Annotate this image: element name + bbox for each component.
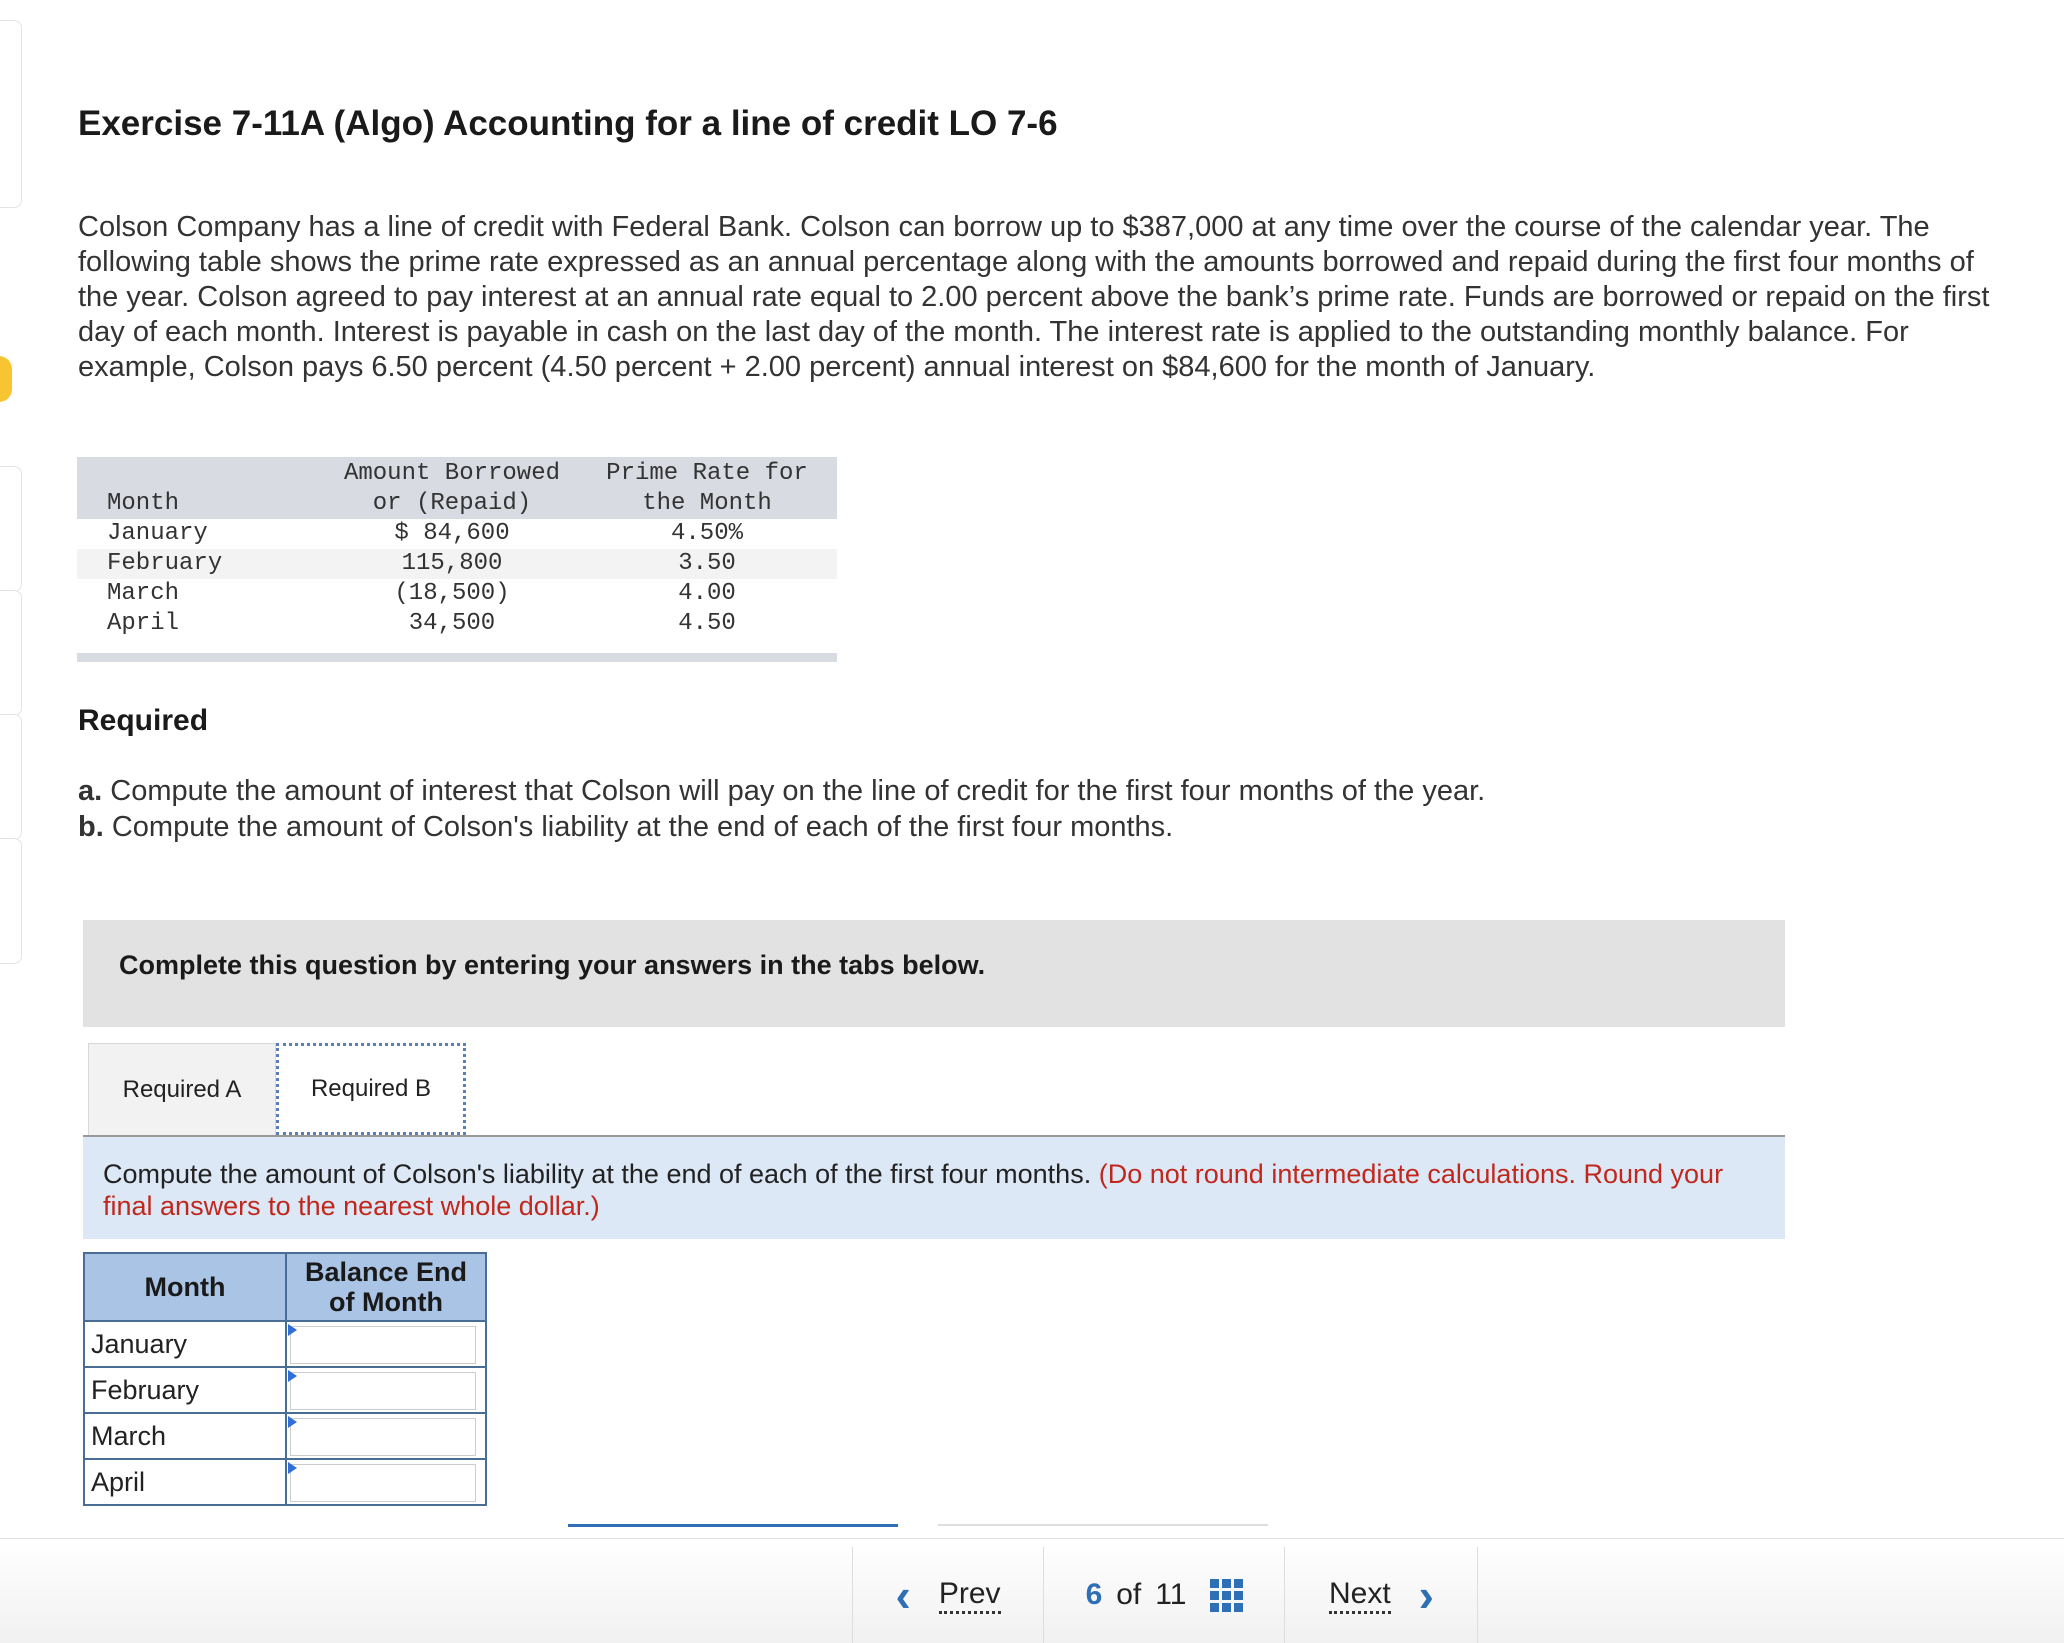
given-cell-rate: 4.00 bbox=[678, 580, 736, 607]
tab-label: Required A bbox=[122, 1075, 242, 1103]
side-panel-card bbox=[0, 714, 22, 840]
answer-header-balance: Balance End of Month bbox=[286, 1253, 486, 1321]
answer-cell bbox=[286, 1413, 486, 1459]
answer-cell-month: April bbox=[84, 1459, 286, 1505]
given-cell-amount: (18,500) bbox=[394, 580, 510, 607]
given-header-amount: Amount Borrowed or (Repaid) bbox=[327, 457, 577, 519]
tab-nav-bar-b[interactable] bbox=[938, 1524, 1268, 1526]
answer-cell-month: March bbox=[84, 1413, 286, 1459]
given-data-table bbox=[77, 457, 837, 662]
answer-cell-month: February bbox=[84, 1367, 286, 1413]
given-header-rate: Prime Rate for the Month bbox=[577, 457, 837, 519]
side-panel-card bbox=[0, 20, 22, 208]
balance-input-march[interactable] bbox=[290, 1418, 476, 1456]
prev-label: Prev bbox=[939, 1577, 1001, 1614]
cell-indicator-icon bbox=[288, 1416, 297, 1428]
answer-cell-month: January bbox=[84, 1321, 286, 1367]
instructions-banner bbox=[83, 920, 1785, 1027]
required-item-label: b. bbox=[78, 811, 104, 843]
answer-cell bbox=[286, 1367, 486, 1413]
exercise-title: Exercise 7-11A (Algo) Accounting for a line of credit LO 7-6 bbox=[78, 104, 1058, 143]
answer-row bbox=[84, 1459, 486, 1505]
instruction-box bbox=[83, 1137, 1785, 1239]
prev-button[interactable] bbox=[852, 1547, 1044, 1643]
grid-icon bbox=[1210, 1579, 1243, 1612]
given-cell-month: January bbox=[107, 520, 208, 547]
tab-label: Required B bbox=[310, 1075, 432, 1102]
footer-navigation bbox=[0, 1538, 2064, 1643]
answer-cell bbox=[286, 1321, 486, 1367]
answer-cell bbox=[286, 1459, 486, 1505]
status-indicator[interactable] bbox=[0, 356, 12, 402]
given-cell-amount: 34,500 bbox=[408, 610, 496, 637]
given-cell-amount: 115,800 bbox=[327, 549, 577, 579]
given-cell-month: February bbox=[77, 549, 327, 579]
side-panel-card bbox=[0, 590, 22, 716]
side-panel-card bbox=[0, 466, 22, 592]
required-item-text: Compute the amount of interest that Colson will pay on the line of credit for the first four months of the year. bbox=[110, 775, 1486, 807]
answer-table bbox=[83, 1252, 487, 1506]
required-item-label: a. bbox=[78, 775, 103, 807]
given-header-month: Month bbox=[77, 457, 327, 519]
tab-required-b[interactable] bbox=[276, 1043, 466, 1135]
required-item-b bbox=[78, 809, 1485, 845]
given-table-row bbox=[77, 549, 837, 579]
question-counter[interactable] bbox=[1045, 1547, 1285, 1643]
current-question: 6 bbox=[1085, 1578, 1103, 1611]
next-label: Next bbox=[1329, 1577, 1391, 1614]
given-table-spacer bbox=[77, 639, 837, 653]
balance-input-january[interactable] bbox=[290, 1326, 476, 1364]
instruction-text: Compute the amount of Colson's liability at the end of each of the first four months. bbox=[103, 1159, 1092, 1189]
given-cell-month: April bbox=[107, 610, 180, 637]
given-cell-month: March bbox=[107, 580, 180, 607]
tab-nav-bar-a[interactable] bbox=[568, 1524, 898, 1527]
chevron-right-icon: › bbox=[1418, 1569, 1434, 1621]
given-cell-rate: 3.50 bbox=[577, 549, 837, 579]
answer-row bbox=[84, 1321, 486, 1367]
tab-required-a[interactable] bbox=[88, 1043, 276, 1135]
answer-header-month: Month bbox=[84, 1253, 286, 1321]
exercise-intro: Colson Company has a line of credit with Federal Bank. Colson can borrow up to $387,000 at any time over the course of the calendar year. The following table shows the prime rate expressed as an annual percentage along with the amounts borrowed and repaid during the first four months of the year. Colson agreed to pay interest at an annual rate equal to 2.00 percent above the bank’s prime rate. Funds are borrowed or repaid on the first day of each month. Interest is payable in cash on the last day of the month. The interest rate is applied to the outstanding monthly balance. For example, Colson pays 6.50 percent (4.50 percent + 2.00 percent) annual interest on $84,600 for the month of January. bbox=[78, 211, 1990, 383]
instruction-note: (Do not round intermediate calculations. Round your final answers to the nearest whole dollar.) bbox=[103, 1159, 1724, 1221]
balance-input-february[interactable] bbox=[290, 1372, 476, 1410]
given-cell-rate: 4.50% bbox=[670, 520, 743, 547]
cell-indicator-icon bbox=[288, 1324, 297, 1336]
required-item-a bbox=[78, 773, 1485, 809]
total-questions: 11 bbox=[1155, 1578, 1187, 1611]
required-heading: Required bbox=[78, 704, 209, 737]
given-table-row bbox=[77, 519, 837, 549]
given-table-footer-bar bbox=[77, 653, 837, 662]
required-item-text: Compute the amount of Colson's liability at the end of each of the first four months. bbox=[111, 811, 1174, 843]
given-cell-amount: $ 84,600 bbox=[394, 520, 510, 547]
chevron-left-icon: ‹ bbox=[895, 1569, 911, 1621]
answer-header-row bbox=[84, 1253, 486, 1321]
given-table-header-row bbox=[77, 457, 837, 519]
cell-indicator-icon bbox=[288, 1462, 297, 1474]
answer-row bbox=[84, 1413, 486, 1459]
required-list bbox=[78, 773, 1485, 845]
answer-row bbox=[84, 1367, 486, 1413]
next-button[interactable] bbox=[1286, 1547, 1478, 1643]
side-panel-card bbox=[0, 838, 22, 964]
counter-of: of bbox=[1116, 1578, 1142, 1611]
cell-indicator-icon bbox=[288, 1370, 297, 1382]
given-cell-rate: 4.50 bbox=[678, 610, 736, 637]
given-table-row bbox=[77, 609, 837, 639]
balance-input-april[interactable] bbox=[290, 1464, 476, 1502]
banner-text: Complete this question by entering your answers in the tabs below. bbox=[119, 950, 986, 980]
given-table-row bbox=[77, 579, 837, 609]
